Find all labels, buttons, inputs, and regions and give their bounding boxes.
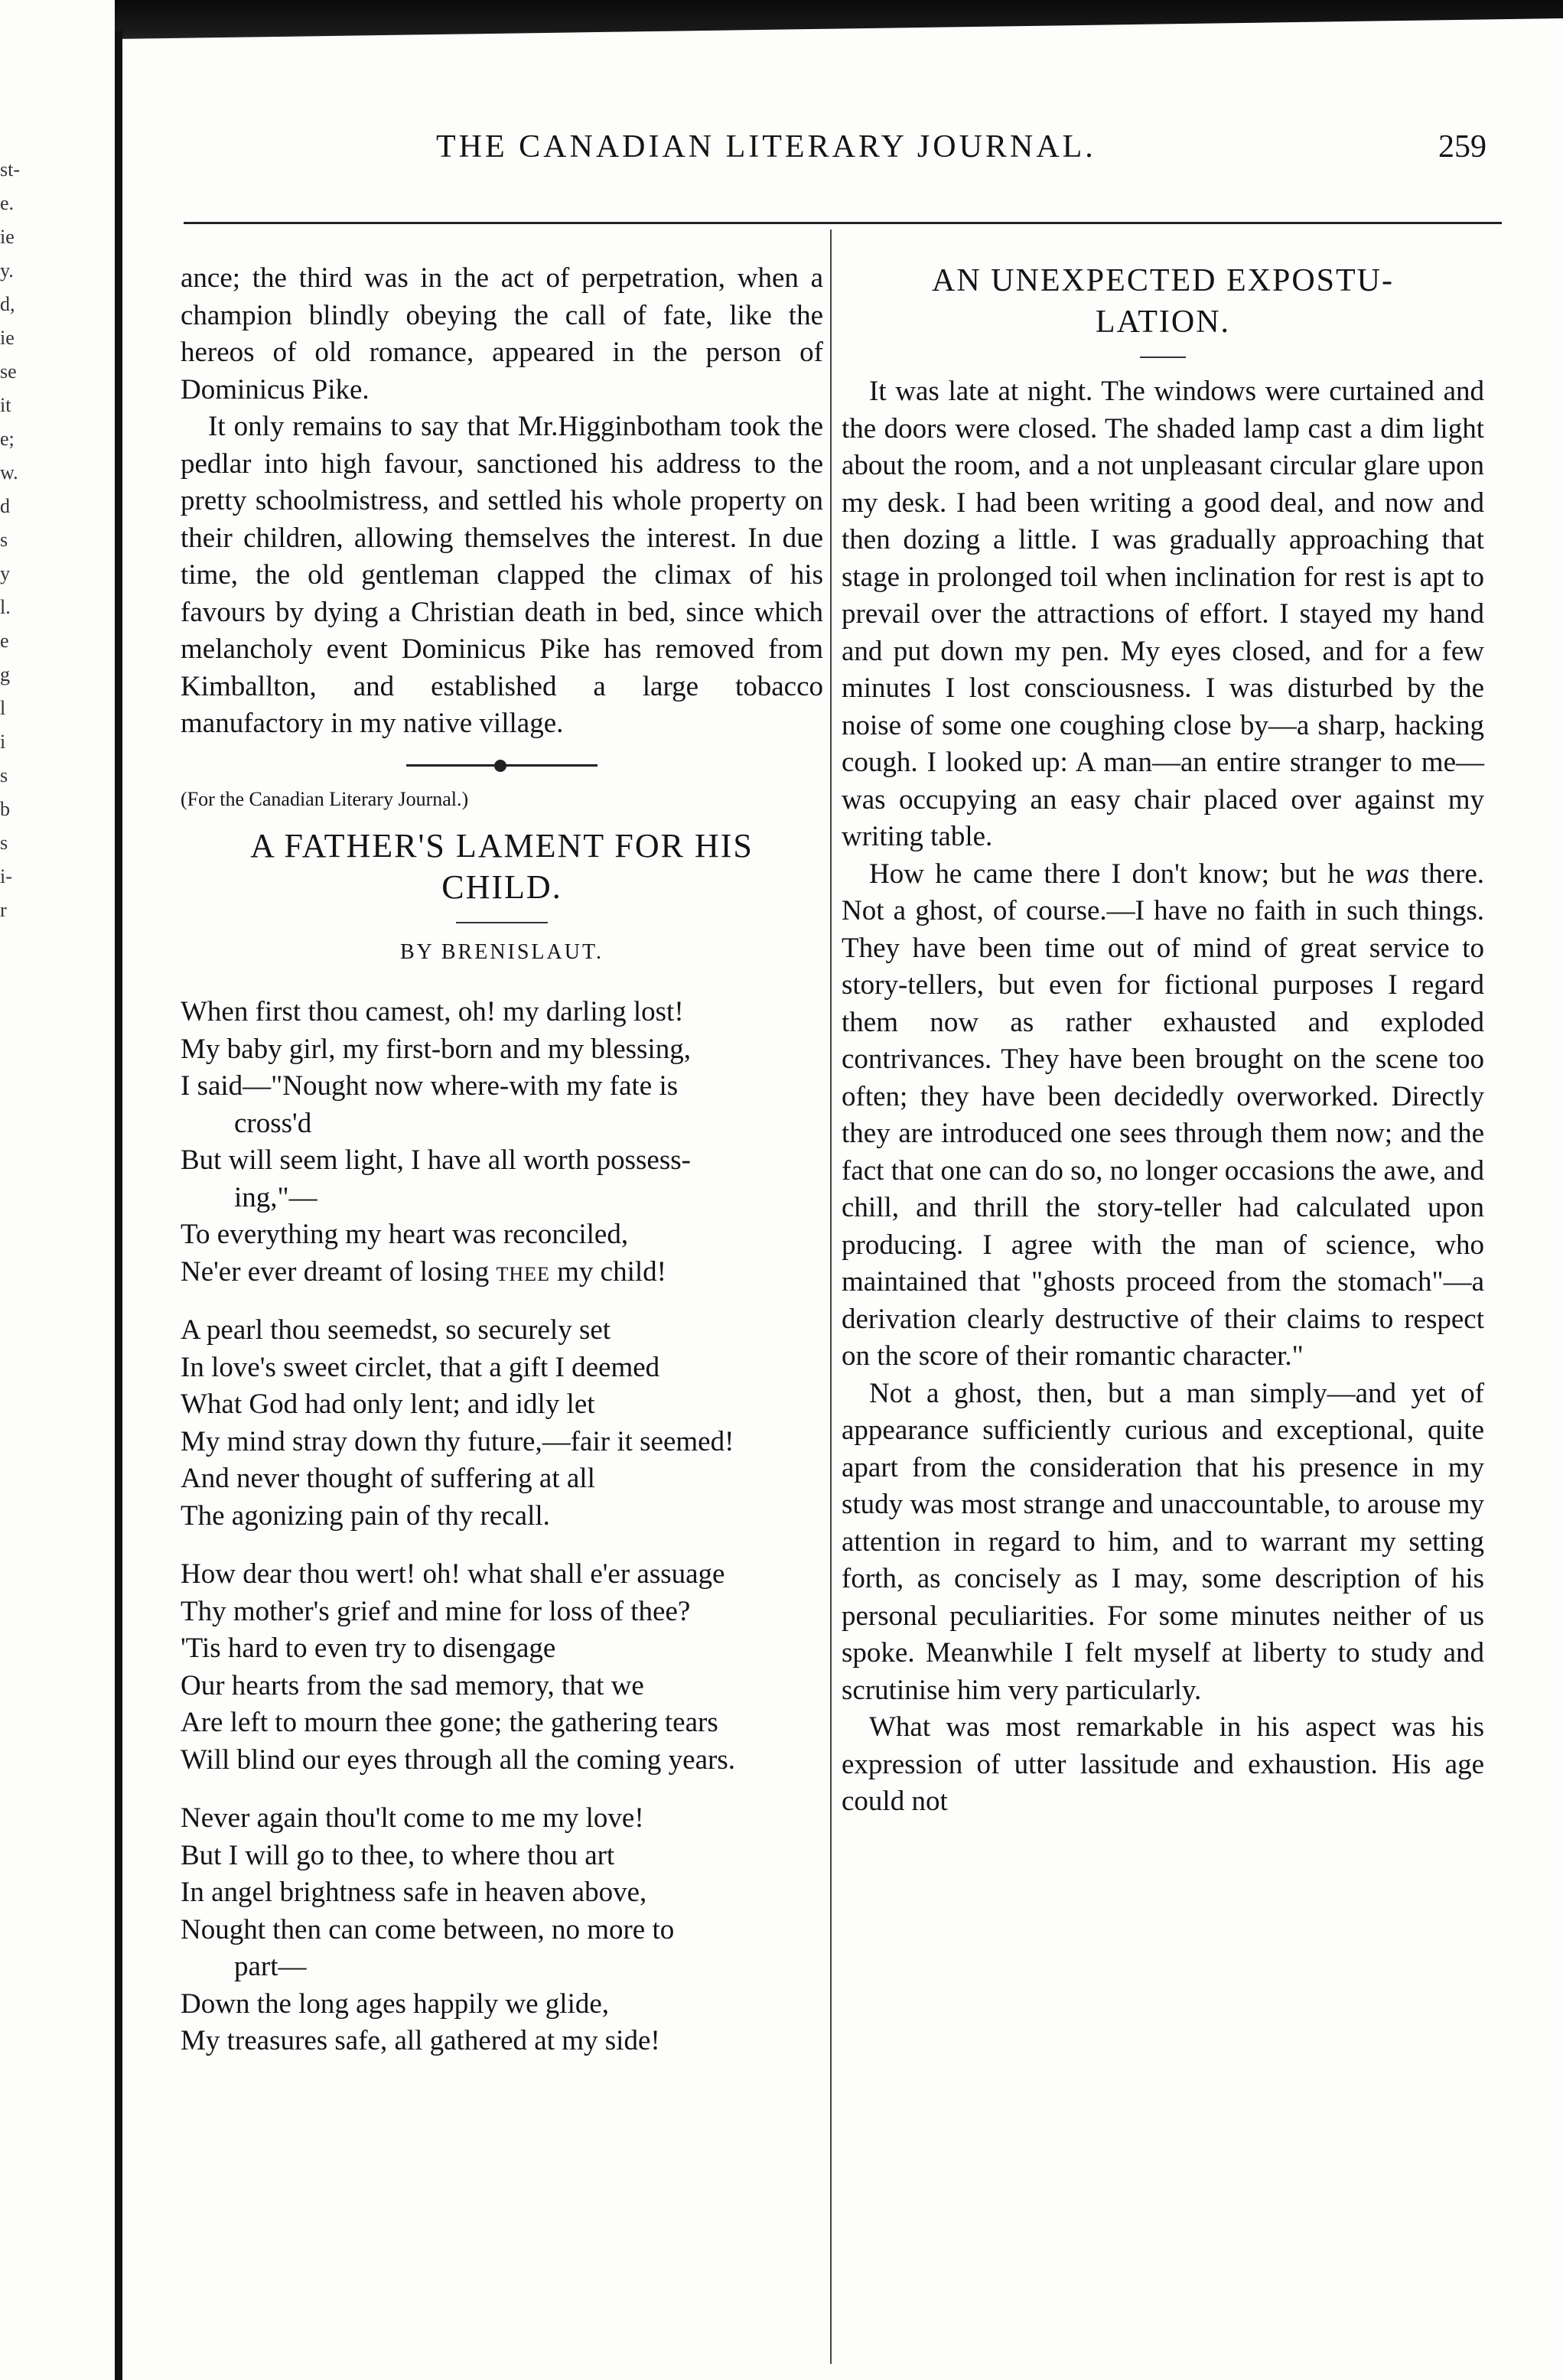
poem-title-line-2: CHILD. xyxy=(441,868,562,906)
right-column xyxy=(842,260,1484,1821)
page-top-shadow xyxy=(115,0,1563,46)
poem-line: How dear thou wert! oh! what shall e'er assuage xyxy=(181,1558,725,1590)
poem-line: What God had only lent; and idly let xyxy=(181,1389,595,1420)
margin-fragment: i xyxy=(0,731,6,753)
margin-fragment: e xyxy=(0,630,9,652)
poem-line-continuation: cross'd xyxy=(234,1107,312,1139)
poem-line: My mind stray down thy future,—fair it seemed! xyxy=(181,1425,734,1457)
poem-line: Our hearts from the sad memory, that we xyxy=(181,1669,644,1701)
poem-line: Will blind our eyes through all the coming years. xyxy=(181,1743,735,1776)
poem-line: But I will go to thee, to where thou art xyxy=(181,1839,615,1871)
story-final-paragraph: It only remains to say that Mr.Higginbotham took the pedlar into high favour, sanctioned his address to the pretty schoolmistress, and settled his whole property on their children, allowing themselves the interest. In due time, the old gentleman clapped the climax of his favours by dying a Christian death in bed, since which melancholy event Dominicus Pike has removed from Kimballton, and established a large tobacco manufactory in my native village. xyxy=(181,411,823,739)
margin-fragment: l. xyxy=(0,596,11,618)
poem-line: In angel brightness safe in heaven above, xyxy=(181,1877,647,1908)
poem-title xyxy=(181,825,823,908)
poem-line: The agonizing pain of thy recall. xyxy=(181,1499,550,1532)
margin-fragment: ie xyxy=(0,327,15,349)
margin-fragment: e; xyxy=(0,428,15,450)
margin-fragment: b xyxy=(0,798,10,820)
title-rule xyxy=(456,922,548,923)
poem-line: To everything my heart was reconciled, xyxy=(181,1219,629,1250)
margin-fragment: se xyxy=(0,360,17,383)
margin-fragment: i- xyxy=(0,865,12,887)
page-number: 259 xyxy=(1438,129,1486,164)
poem-line-text: my child! xyxy=(549,1255,666,1288)
poem-stanza-4 xyxy=(181,1800,823,2060)
poem-line: In love's sweet circlet, that a gift I deemed xyxy=(181,1351,660,1383)
article-paragraph-2 xyxy=(842,856,1484,1376)
source-note: (For the Canadian Literary Journal.) xyxy=(181,787,469,810)
article-paragraph-4: What was most remarkable in his aspect was his expression of utter lassitude and exhaustion. His age could not xyxy=(842,1711,1484,1817)
adjacent-page-margin xyxy=(0,153,46,927)
poem-line: But will seem light, I have all worth possess- xyxy=(181,1144,691,1176)
left-column xyxy=(181,260,823,2082)
poem-line: I said—"Nought now where-with my fate is xyxy=(181,1070,679,1102)
poem-line: Nought then can come between, no more to xyxy=(181,1913,675,1945)
poem-title-line-1: A FATHER'S LAMENT FOR HIS xyxy=(250,826,754,864)
margin-fragment: y. xyxy=(0,259,14,282)
margin-fragment: s xyxy=(0,529,8,551)
column-divider xyxy=(830,230,832,2364)
margin-fragment: r xyxy=(0,899,7,921)
margin-fragment: d, xyxy=(0,293,15,315)
running-header xyxy=(184,129,1486,174)
margin-fragment: st- xyxy=(0,158,20,181)
margin-fragment: l xyxy=(0,697,6,719)
margin-fragment: g xyxy=(0,663,10,685)
poem-line: Down the long ages happily we glide, xyxy=(181,1988,610,2020)
margin-fragment: it xyxy=(0,394,11,416)
story-end-paragraph: ance; the third was in the act of perpetration, when a champion blindly obeying the call of fate, like the hereos of old romance, appeared in the person of Dominicus Pike. xyxy=(181,262,823,405)
poem-stanza-1 xyxy=(181,994,823,1291)
margin-fragment: s xyxy=(0,764,8,786)
margin-fragment: ie xyxy=(0,226,15,248)
emphasized-word: was xyxy=(1365,858,1410,890)
poem-line: My baby girl, my first-born and my blessing, xyxy=(181,1033,691,1065)
paragraph-text: How he came there I don't know; but he xyxy=(869,858,1366,890)
poem-line-text: Ne'er ever dreamt of losing xyxy=(181,1255,497,1288)
paragraph-text: there. Not a ghost, of course.—I have no faith in such things. They have been time out of mind of great service to story-tellers, but even for fictional purposes I regard them now as rather exhausted and exploded contrivances. They have been brought on the scene too often; they have been decidedly overworked. Directly they are introduced one sees through them now; and the fact that one can do so, no longer occasions the awe, and chill, and thrill the story-teller had calculated upon producing. I agree with the man of science, who maintained that "ghosts proceed from the stomach"—a derivation clearly destructive of their claims to respect on the score of their romantic character." xyxy=(842,858,1484,1372)
emphasized-word: thee xyxy=(496,1255,550,1288)
article-title-line-2: LATION. xyxy=(1095,304,1231,340)
poem-line: My treasures safe, all gathered at my side! xyxy=(181,2025,660,2056)
article-paragraph-1: It was late at night. The windows were curtained and the doors were closed. The shaded lamp cast a dim light about the room, and a not unpleasant circular glare upon my desk. I had been writing a good deal, and now and then dozing a little. I was gradually approaching that stage in prolonged toil when inclination for rest is apt to prevail over the attractions of effort. I stayed my hand and put down my pen. My eyes closed, and for a few minutes I lost consciousness. I was disturbed by the noise of some one coughing close by—a sharp, hacking cough. I looked up: A man—an entire stranger to me—was occupying an easy chair placed over against my writing table. xyxy=(842,376,1484,852)
article-title xyxy=(842,260,1484,343)
poem-line xyxy=(181,1254,823,1291)
binding-edge xyxy=(115,31,122,2380)
poem-byline: BY BRENISLAUT. xyxy=(400,939,604,964)
article-title-line-1: AN UNEXPECTED EXPOSTU- xyxy=(932,263,1394,298)
margin-fragment: e. xyxy=(0,192,15,214)
article-paragraph-3: Not a ghost, then, but a man simply—and yet of appearance sufficiently curious and exceptional, quite apart from the consideration that his presence in my study was most strange and unaccountable, to arouse my attention in regard to him, and to warrant my setting forth, as concisely as I may, some description of his personal peculiarities. For some minutes neither of us spoke. Meanwhile I felt myself at liberty to study and scrutinise him very particularly. xyxy=(842,1377,1484,1706)
margin-fragment: w. xyxy=(0,461,18,483)
poem-line: Thy mother's grief and mine for loss of thee? xyxy=(181,1595,691,1627)
journal-title: THE CANADIAN LITERARY JOURNAL. xyxy=(436,129,1096,164)
poem-line: A pearl thou seemedst, so securely set xyxy=(181,1314,611,1346)
header-rule xyxy=(184,222,1502,224)
margin-fragment: y xyxy=(0,562,10,584)
section-ornament xyxy=(406,760,598,770)
article-title-rule xyxy=(1140,357,1186,358)
margin-fragment: s xyxy=(0,832,8,854)
poem-line: Never again thou'lt come to me my love! xyxy=(181,1802,644,1834)
poem-line: When first thou camest, oh! my darling lost! xyxy=(181,996,684,1027)
poem-stanza-2 xyxy=(181,1312,823,1535)
poem-line: And never thought of suffering at all xyxy=(181,1463,595,1494)
margin-fragment: d xyxy=(0,495,10,517)
poem-line-continuation: ing,"— xyxy=(234,1181,317,1213)
poem-line: 'Tis hard to even try to disengage xyxy=(181,1633,556,1664)
poem-line-continuation: part— xyxy=(234,1951,307,1982)
poem-stanza-3 xyxy=(181,1556,823,1779)
poem-line: Are left to mourn thee gone; the gathering tears xyxy=(181,1707,718,1738)
